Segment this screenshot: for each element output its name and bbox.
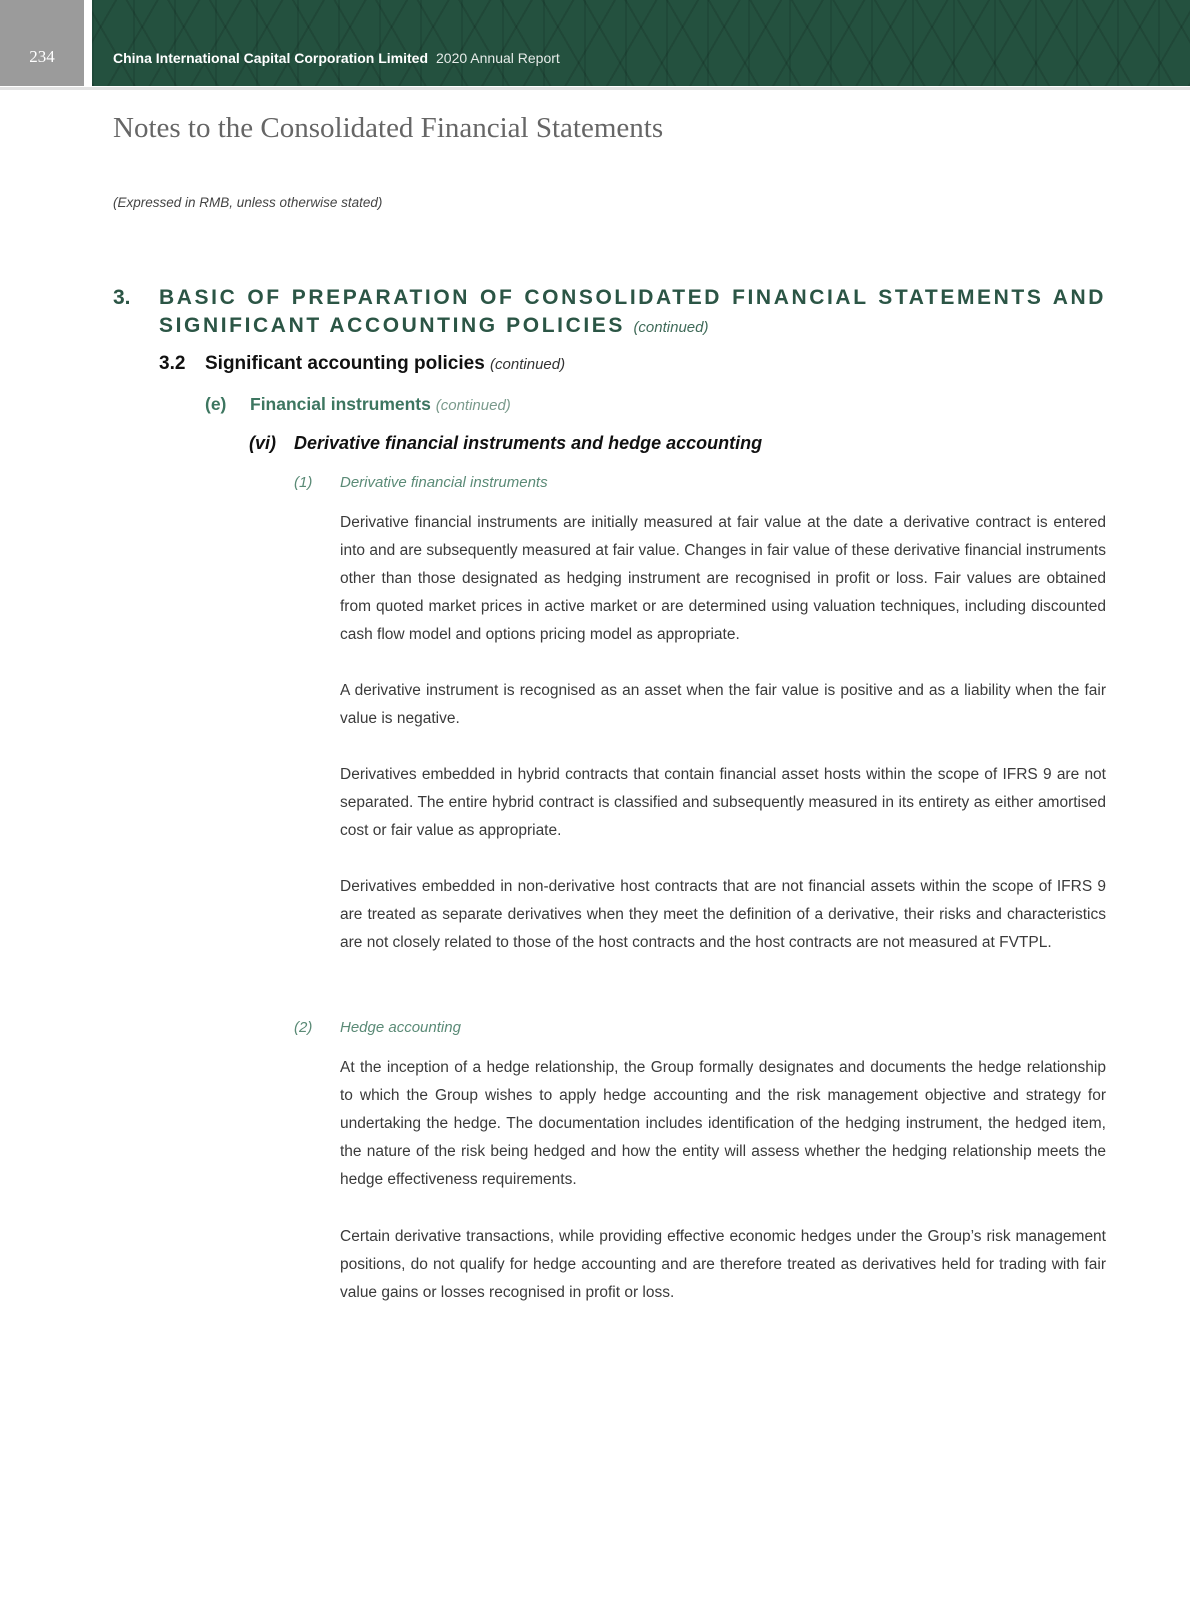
paragraph: A derivative instrument is recognised as an asset when the fair value is positive and as a liability when the fair value is negative. [340,682,1106,727]
continued-label: (continued) [435,397,511,414]
part-number: (1) [294,474,313,491]
item-number: (e) [205,394,227,414]
report-name: 2020 Annual Report [436,50,560,66]
item-title: Financial instruments [250,394,431,414]
paragraph: At the inception of a hedge relationship, the Group formally designates and documents the hedge relationship to which the Group wishes to apply hedge accounting and the risk management objective and strategy for undertaking the hedge. The documentation includes identification of the hedging instrument, the hedged item, the nature of the risk being hedged and how the entity will assess whether the hedging relationship meets the hedge effectiveness requirements. [340,1059,1106,1188]
header-title [113,50,560,66]
page-number: 234 [0,0,84,86]
continued-label: (continued) [490,356,566,373]
header-divider [0,87,1190,90]
continued-label: (continued) [633,319,709,336]
subsection-heading [159,353,565,375]
part-number: (2) [294,1019,313,1036]
subitem-heading [249,433,762,454]
part-heading [294,474,548,491]
currency-note: (Expressed in RMB, unless otherwise stated) [113,195,383,210]
item-heading [205,394,511,415]
paragraph: Certain derivative transactions, while providing effective economic hedges under the Group’s risk management positions, do not qualify for hedge accounting and are therefore treated as derivatives held for trading with fair value gains or losses recognised in profit or loss. [340,1228,1106,1301]
header-banner [92,0,1190,86]
section-heading [113,284,1106,342]
part-heading [294,1019,461,1036]
paragraph: Derivatives embedded in non-derivative host contracts that are not financial assets within the scope of IFRS 9 are treated as separate derivatives when they meet the definition of a derivative, their risks and characteristics are not closely related to those of the host contracts and the host contracts are not measured at FVTPL. [340,878,1106,951]
paragraph: Derivative financial instruments are initially measured at fair value at the date a derivative contract is entered into and are subsequently measured at fair value. Changes in fair value of these derivative financial instruments other than those designated as hedging instrument are recognised in profit or loss. Fair values are obtained from quoted market prices in active market or are determined using valuation techniques, including discounted cash flow model and options pricing model as appropriate. [340,514,1106,643]
company-name: China International Capital Corporation Limited [113,50,429,66]
subitem-title: Derivative financial instruments and hedge accounting [294,433,763,453]
section-number: 3. [113,286,131,309]
paragraph: Derivatives embedded in hybrid contracts that contain financial asset hosts within the scope of IFRS 9 are not separated. The entire hybrid contract is classified and subsequently measured in its entirety as either amortised cost or fair value as appropriate. [340,766,1106,839]
subsection-number: 3.2 [159,353,186,374]
subitem-number: (vi) [249,433,276,453]
part-title: Derivative financial instruments [340,474,548,491]
subsection-title: Significant accounting policies [205,353,485,374]
page-title: Notes to the Consolidated Financial Statements [113,112,664,144]
part-title: Hedge accounting [340,1019,461,1036]
section-title: BASIC OF PREPARATION OF CONSOLIDATED FINANCIAL STATEMENTS AND SIGNIFICANT ACCOUNTING POLICIES [159,286,1106,337]
